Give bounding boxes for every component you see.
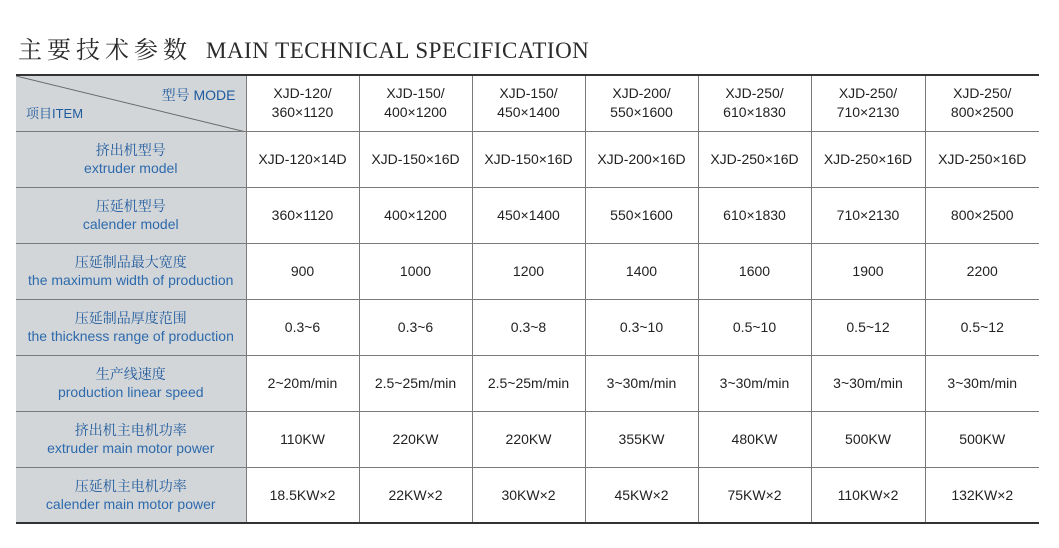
- model-name-line2: 710×2130: [836, 104, 900, 121]
- table-cell: XJD-250×16D: [698, 131, 811, 187]
- row-label-cell: [16, 299, 246, 355]
- model-name-line1: XJD-150/: [386, 85, 445, 102]
- table-cell: 1900: [811, 243, 925, 299]
- model-name-line2: 800×2500: [950, 104, 1014, 121]
- table-cell: 3~30m/min: [925, 355, 1039, 411]
- table-cell: 3~30m/min: [585, 355, 698, 411]
- table-cell: 610×1830: [698, 187, 811, 243]
- title-cn: 主要技术参数: [18, 36, 192, 64]
- model-name-line2: 550×1600: [610, 104, 673, 121]
- table-cell: 0.3~6: [246, 299, 359, 355]
- table-cell: XJD-150×16D: [472, 131, 585, 187]
- row-label-cell: [16, 187, 246, 243]
- row-label-cn: 压延机主电机功率: [74, 477, 187, 494]
- table-cell: XJD-200×16D: [585, 131, 698, 187]
- table-cell: 480KW: [698, 411, 811, 467]
- row-label-en: production linear speed: [57, 384, 204, 400]
- table-cell: 400×1200: [359, 187, 472, 243]
- table-cell: 18.5KW×2: [246, 467, 359, 523]
- table-cell: 0.3~8: [472, 299, 585, 355]
- model-name-line2: 360×1120: [271, 104, 334, 121]
- table-cell: 220KW: [472, 411, 585, 467]
- row-label-en: calender main motor power: [45, 495, 216, 512]
- table-cell: 450×1400: [472, 187, 585, 243]
- title-en: MAIN TECHNICAL SPECIFICATION: [206, 38, 590, 63]
- table-cell: 2~20m/min: [246, 355, 359, 411]
- table-cell: 22KW×2: [359, 467, 472, 523]
- model-name-line2: 450×1400: [497, 104, 560, 121]
- table-cell: 355KW: [585, 411, 698, 467]
- model-name-line1: XJD-150/: [499, 85, 558, 102]
- table-cell: 2200: [925, 243, 1039, 299]
- row-label-en: extruder model: [84, 160, 178, 176]
- row-label-en: extruder main motor power: [47, 440, 215, 456]
- page-title: [18, 30, 589, 65]
- table-row: [16, 411, 1039, 467]
- table-cell: XJD-120×14D: [246, 131, 359, 187]
- model-name-line1: XJD-120/: [273, 85, 332, 102]
- table-cell: 800×2500: [925, 187, 1039, 243]
- table-cell: 0.3~6: [359, 299, 472, 355]
- row-label-cell: [16, 467, 246, 523]
- row-label-cn: 压延制品最大宽度: [74, 254, 187, 270]
- mode-label: 型号 MODE: [161, 87, 236, 103]
- row-label-en: calender model: [82, 216, 179, 232]
- row-label-cn: 挤出机型号: [95, 142, 166, 158]
- row-label-en: the thickness range of production: [27, 328, 234, 344]
- row-label-cn: 挤出机主电机功率: [74, 422, 187, 438]
- table-row: [16, 187, 1039, 243]
- model-header-cell: [811, 75, 925, 131]
- table-cell: 360×1120: [246, 187, 359, 243]
- model-header-cell: [925, 75, 1039, 131]
- table-cell: 0.5~12: [925, 299, 1039, 355]
- model-name-line2: 400×1200: [384, 104, 447, 121]
- table-cell: 1400: [585, 243, 698, 299]
- table-cell: 30KW×2: [472, 467, 585, 523]
- row-label-cell: [16, 131, 246, 187]
- row-label-en: the maximum width of production: [28, 272, 234, 288]
- table-cell: 900: [246, 243, 359, 299]
- model-header-cell: [472, 75, 585, 131]
- row-label-cn: 生产线速度: [95, 366, 166, 382]
- row-label-cell: [16, 411, 246, 467]
- row-label-cn: 压延机型号: [95, 198, 166, 214]
- model-header-cell: [246, 75, 359, 131]
- model-name-line1: XJD-250/: [838, 85, 898, 102]
- row-label-cell: [16, 243, 246, 299]
- item-label: 项目ITEM: [26, 105, 84, 121]
- model-header-cell: [359, 75, 472, 131]
- model-name-line1: XJD-200/: [612, 85, 671, 102]
- table-cell: 45KW×2: [585, 467, 698, 523]
- table-row: [16, 243, 1039, 299]
- row-label-cn: 压延制品厚度范围: [74, 310, 187, 326]
- table-row: [16, 355, 1039, 411]
- table-cell: 110KW: [246, 411, 359, 467]
- table-cell: 110KW×2: [811, 467, 925, 523]
- model-name-line2: 610×1830: [723, 104, 786, 121]
- model-header-cell: [698, 75, 811, 131]
- table-cell: 1200: [472, 243, 585, 299]
- table-cell: 220KW: [359, 411, 472, 467]
- table-cell: 2.5~25m/min: [472, 355, 585, 411]
- model-name-line1: XJD-250/: [953, 85, 1012, 102]
- table-row: [16, 131, 1039, 187]
- table-cell: 500KW: [811, 411, 925, 467]
- table-cell: 0.3~10: [585, 299, 698, 355]
- table-cell: 75KW×2: [698, 467, 811, 523]
- table-cell: XJD-150×16D: [359, 131, 472, 187]
- table-cell: 550×1600: [585, 187, 698, 243]
- model-name-line1: XJD-250/: [725, 85, 784, 102]
- table-cell: 500KW: [925, 411, 1039, 467]
- table-cell: 3~30m/min: [811, 355, 925, 411]
- table-cell: 2.5~25m/min: [359, 355, 472, 411]
- table-cell: 0.5~10: [698, 299, 811, 355]
- table-cell: 1000: [359, 243, 472, 299]
- table-cell: XJD-250×16D: [925, 131, 1039, 187]
- table-cell: XJD-250×16D: [811, 131, 925, 187]
- table-cell: 3~30m/min: [698, 355, 811, 411]
- header-corner-cell: [16, 75, 246, 131]
- table-row: [16, 299, 1039, 355]
- header-row: [16, 75, 1039, 131]
- row-label-cell: [16, 355, 246, 411]
- specification-table: [16, 74, 1039, 524]
- table-cell: 0.5~12: [811, 299, 925, 355]
- table-cell: 1600: [698, 243, 811, 299]
- table-cell: 710×2130: [811, 187, 925, 243]
- table-row: [16, 467, 1039, 523]
- model-header-cell: [585, 75, 698, 131]
- table-cell: 132KW×2: [925, 467, 1039, 523]
